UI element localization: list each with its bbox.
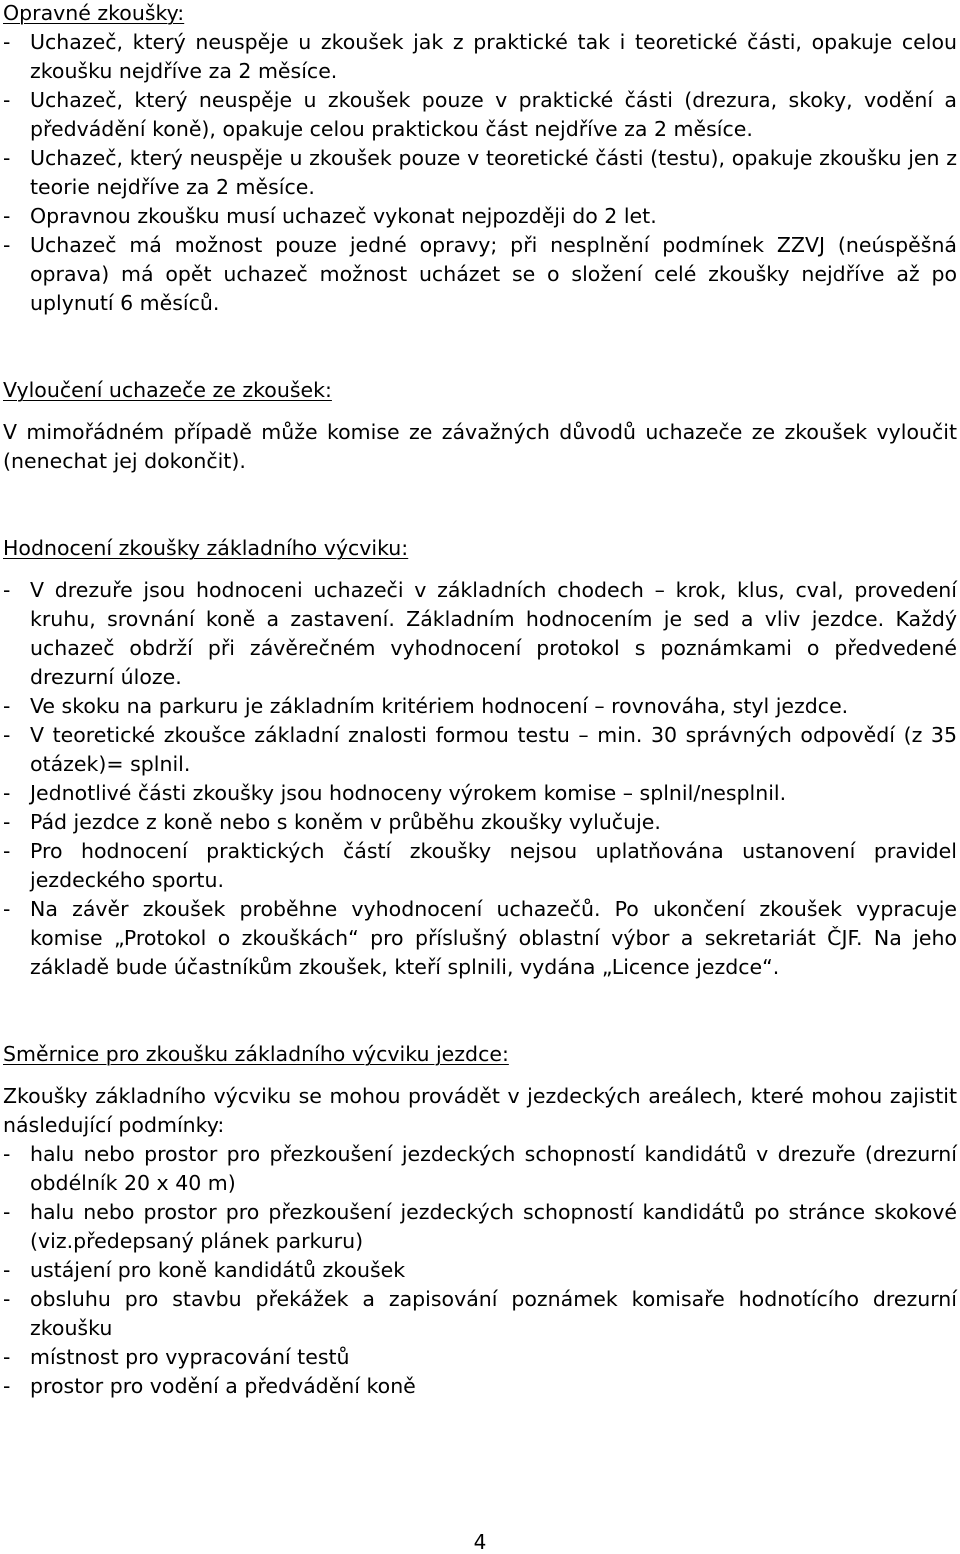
list-item: - Uchazeč, který neuspěje u zkoušek pouze v praktické části (drezura, skoky, vodění a předvádění koně), opakuje celou praktickou část nejdříve za 2 měsíce.	[3, 86, 957, 144]
list-item: - Ve skoku na parkuru je základním kritériem hodnocení – rovnováha, styl jezdce.	[3, 692, 957, 721]
smernice-list	[3, 1140, 957, 1401]
section-heading: Směrnice pro zkoušku základního výcviku jezdce:	[3, 1042, 509, 1066]
list-item: - Pád jezdce z koně nebo s koněm v průběhu zkoušky vylučuje.	[3, 808, 957, 837]
heading-spacer	[3, 405, 957, 418]
list-item: - ustájení pro koně kandidátů zkoušek	[3, 1256, 957, 1285]
list-item: - halu nebo prostor pro přezkoušení jezdeckých schopností kandidátů v drezuře (drezurní obdélník 20 x 40 m)	[3, 1140, 957, 1198]
list-item: - Pro hodnocení praktických částí zkoušky nejsou uplatňována ustanovení pravidel jezdeckého sportu.	[3, 837, 957, 895]
list-item: - Uchazeč má možnost pouze jedné opravy; při nesplnění podmínek ZZVJ (neúspěšná oprava) má opět uchazeč možnost ucházet se o složení celé zkoušky nejdříve až po uplynutí 6 měsíců.	[3, 231, 957, 318]
section-spacer	[3, 476, 957, 534]
section-opravne-zkousky	[3, 0, 957, 318]
list-item: - obsluhu pro stavbu překážek a zapisování poznámek komisaře hodnotícího drezurní zkoušku	[3, 1285, 957, 1343]
list-item: - Na závěr zkoušek proběhne vyhodnocení uchazečů. Po ukončení zkoušek vypracuje komise „Protokol o zkouškách“ pro příslušný oblastní výbor a sekretariát ČJF. Na jeho základě bude účastníkům zkoušek, kteří splnili, vydána „Licence jezdce“.	[3, 895, 957, 982]
list-item: - V teoretické zkoušce základní znalosti formou testu – min. 30 správných odpovědí (z 35 otázek)= splnil.	[3, 721, 957, 779]
list-item: - místnost pro vypracování testů	[3, 1343, 957, 1372]
document-content	[3, 0, 957, 1401]
section-heading: Opravné zkoušky:	[3, 1, 185, 25]
list-item: - halu nebo prostor pro přezkoušení jezdeckých schopností kandidátů po stránce skokové (viz.předepsaný plánek parkuru)	[3, 1198, 957, 1256]
opravne-list	[3, 28, 957, 318]
section-heading: Vyloučení uchazeče ze zkoušek:	[3, 378, 332, 402]
list-item: - prostor pro vodění a předvádění koně	[3, 1372, 957, 1401]
heading-spacer	[3, 563, 957, 576]
section-smernice	[3, 1040, 957, 1401]
page-number: 4	[473, 1530, 487, 1554]
section-heading: Hodnocení zkoušky základního výcviku:	[3, 536, 409, 560]
list-item: - Uchazeč, který neuspěje u zkoušek pouze v teoretické části (testu), opakuje zkoušku jen z teorie nejdříve za 2 měsíce.	[3, 144, 957, 202]
hodnoceni-list	[3, 576, 957, 982]
list-item: - V drezuře jsou hodnoceni uchazeči v základních chodech – krok, klus, cval, provedení kruhu, srovnání koně a zastavení. Základním hodnocením je sed a vliv jezdce. Každý uchazeč obdrží při závěrečném vyhodnocení protokol s poznámkami o předvedené drezurní úloze.	[3, 576, 957, 692]
paragraph: Zkoušky základního výcviku se mohou provádět v jezdeckých areálech, které mohou zajistit následující podmínky:	[3, 1084, 957, 1137]
section-hodnoceni	[3, 534, 957, 982]
heading-spacer	[3, 1069, 957, 1082]
section-vylouceni	[3, 376, 957, 476]
section-spacer	[3, 982, 957, 1040]
list-item: - Opravnou zkoušku musí uchazeč vykonat nejpozději do 2 let.	[3, 202, 957, 231]
section-spacer	[3, 318, 957, 376]
list-item: - Uchazeč, který neuspěje u zkoušek jak z praktické tak i teoretické části, opakuje celou zkoušku nejdříve za 2 měsíce.	[3, 28, 957, 86]
list-item: - Jednotlivé části zkoušky jsou hodnoceny výrokem komise – splnil/nesplnil.	[3, 779, 957, 808]
paragraph: V mimořádném případě může komise ze závažných důvodů uchazeče ze zkoušek vyloučit (nenechat jej dokončit).	[3, 420, 957, 473]
